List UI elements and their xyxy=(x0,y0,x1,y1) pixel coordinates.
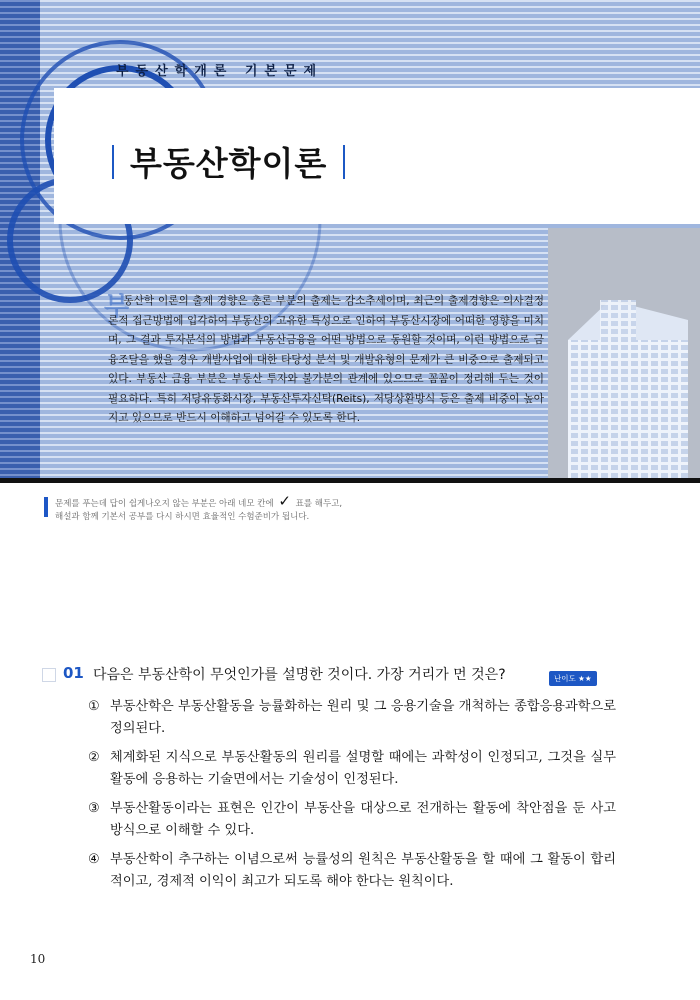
option-text: 부동산학은 부동산활동을 능률화하는 원리 및 그 응용기술을 개척하는 종합응용과학으로 정의된다. xyxy=(110,699,616,736)
answer-option[interactable] xyxy=(88,696,616,740)
answer-option[interactable] xyxy=(88,747,616,791)
option-text: 체계화된 지식으로 부동산활동의 원리를 설명할 때에는 과학성이 인정되고, 그것을 실무활동에 응용하는 기술면에서는 기술성이 인정된다. xyxy=(110,750,616,787)
answer-option[interactable] xyxy=(88,849,616,893)
note-line1-b: 표를 해두고, xyxy=(295,499,343,509)
question-checkbox[interactable] xyxy=(42,668,56,682)
check-mark-icon: ✓ xyxy=(278,492,291,510)
question-number: 01 xyxy=(63,664,84,682)
option-text: 부동산학이 추구하는 이념으로써 능률성의 원칙은 부동산활동을 할 때에 그 활동이 합리적이고, 경제적 이익이 최고가 되도록 해야 한다는 원칙이다. xyxy=(110,852,616,889)
option-number: ② xyxy=(88,750,100,765)
note-line2: 해설과 함께 기본서 공부를 다시 하시면 효율적인 수험준비가 됩니다. xyxy=(55,512,310,522)
intro-drop-letter: 부 xyxy=(104,292,130,322)
question-text: 다음은 부동산학이 무엇인가를 설명한 것이다. 가장 거리가 먼 것은? xyxy=(93,667,506,683)
note-accent-bar xyxy=(44,497,48,517)
option-text: 부동산활동이라는 표현은 인간이 부동산을 대상으로 전개하는 활동에 착안점을 둔 사고방식으로 이해할 수 있다. xyxy=(110,801,616,838)
intro-paragraph xyxy=(108,292,544,429)
note-line1-a: 문제를 푸는데 답이 쉽게나오지 않는 부분은 아래 네모 칸에 xyxy=(55,499,274,509)
intro-text: 동산학 이론의 출제 경향은 총론 부분의 출제는 감소추세이며, 최근의 출제경향은 의사결정론적 접근방법에 입각하여 부동산의 고유한 특성으로 인하여 부동산시장에 어떠한 영향을 미치며, 그 결과 투자분석의 방법과 부동산금융을 어떤 방법으로 동원할 것이며, 이런 방법으로 금융조달을 했을 경우 개발사업에 대한 타당성 분석 및 개발유형의 문제가 큰 비중으로 출제되고 있다. 부동산 금융 부분은 부동산 투자와 불가분의 관계에 있으므로 꼼꼼이 정리해 두는 것이 필요하다. 특히 저당유동화시장, 부동산투자신탁(Reits), 저당상환방식 등은 출제 비중이 높아지고 있으므로 반드시 이해하고 넘어갈 수 있도록 한다. xyxy=(108,295,544,424)
title-right-bar xyxy=(343,145,345,179)
title-block xyxy=(112,138,345,185)
answer-option[interactable] xyxy=(88,798,616,842)
page-number: 10 xyxy=(30,952,46,966)
header-banner xyxy=(0,0,700,478)
title-left-bar xyxy=(112,145,114,179)
difficulty-badge: 난이도 ★★ xyxy=(549,671,597,686)
study-note xyxy=(55,492,375,524)
option-number: ① xyxy=(88,699,100,714)
option-number: ④ xyxy=(88,852,100,867)
series-label: 부동산학개론 기본문제 xyxy=(116,64,324,79)
page-title: 부동산학이론 xyxy=(130,144,328,183)
option-number: ③ xyxy=(88,801,100,816)
answer-options xyxy=(88,696,616,900)
section-divider xyxy=(0,478,700,483)
